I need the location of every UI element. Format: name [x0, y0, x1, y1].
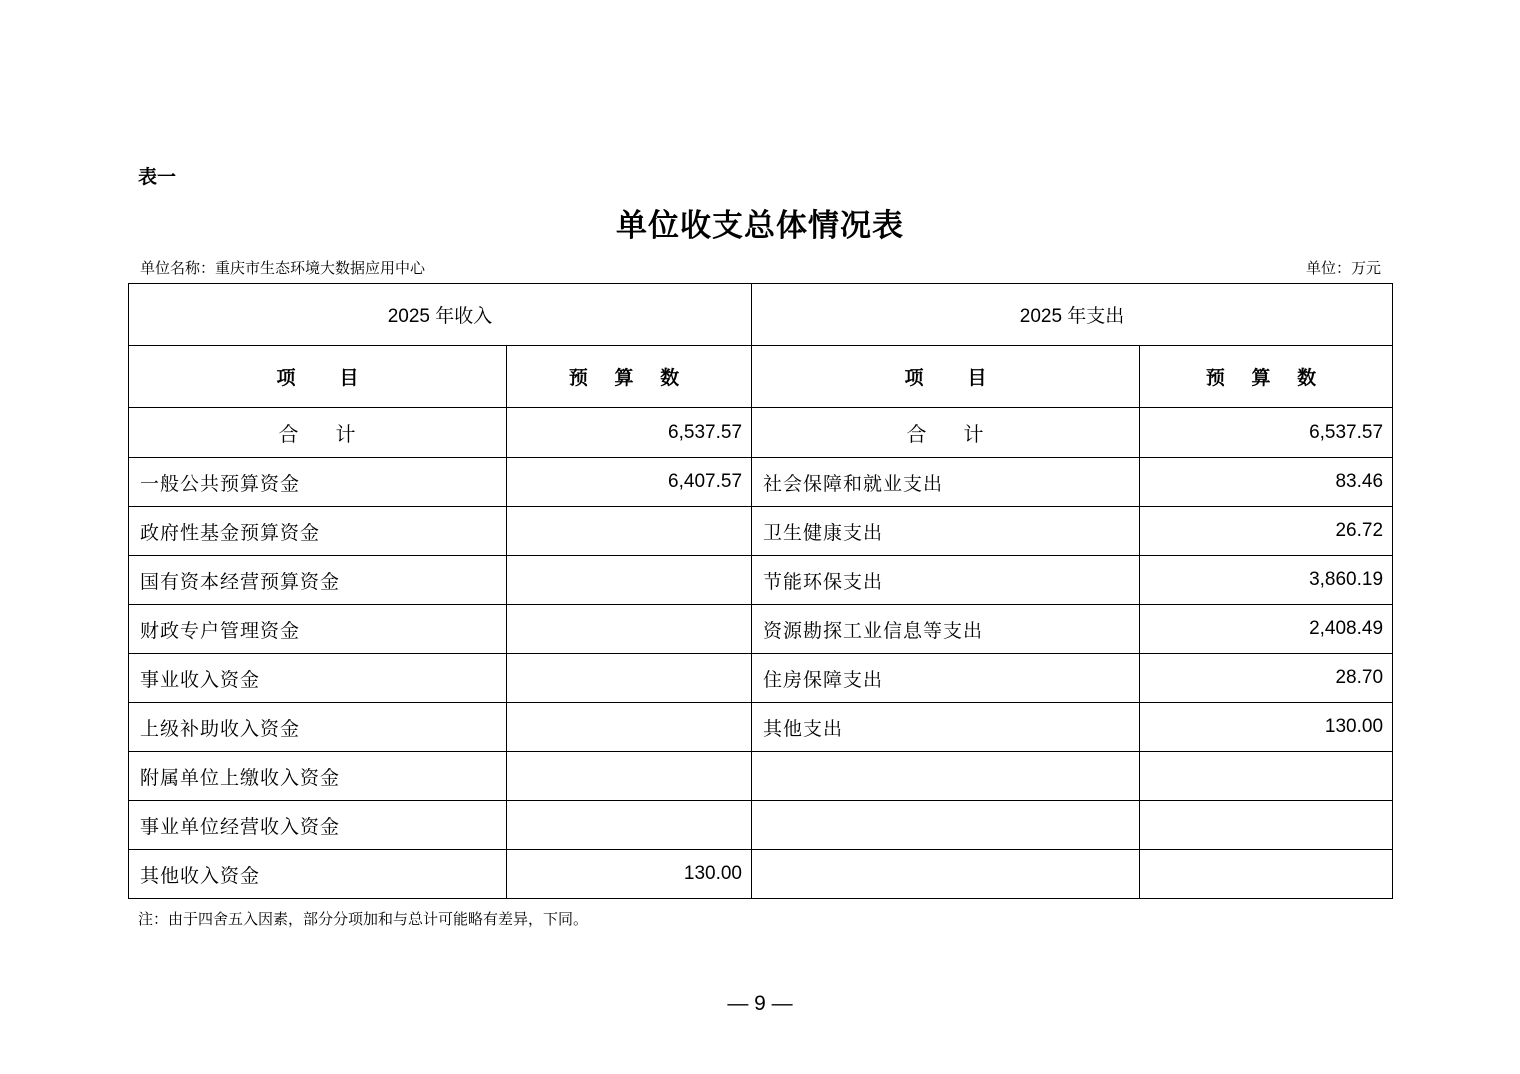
income-item-cell: 事业单位经营收入资金	[129, 801, 507, 850]
expense-value-cell: 2,408.49	[1140, 605, 1393, 654]
income-item-column-header	[129, 346, 507, 408]
table-row	[129, 556, 1393, 605]
item-header-right-char: 目	[967, 367, 987, 389]
income-value-cell: 6,407.57	[507, 458, 752, 507]
total-label-right-char: 计	[963, 422, 985, 446]
unit-measure: 单位：万元	[1305, 259, 1381, 277]
table-row	[129, 507, 1393, 556]
table-row	[129, 654, 1393, 703]
expense-header: 2025 年支出	[752, 284, 1393, 346]
table-row	[129, 850, 1393, 899]
expense-item-cell	[752, 850, 1140, 899]
expense-value-cell: 3,860.19	[1140, 556, 1393, 605]
expense-item-cell: 资源勘探工业信息等支出	[752, 605, 1140, 654]
income-value-cell	[507, 801, 752, 850]
expense-item-cell: 卫生健康支出	[752, 507, 1140, 556]
section-header-row	[129, 284, 1393, 346]
income-item-cell: 政府性基金预算资金	[129, 507, 507, 556]
income-item-cell: 一般公共预算资金	[129, 458, 507, 507]
total-label-left-char: 合	[906, 422, 928, 446]
table-row	[129, 605, 1393, 654]
income-item-cell: 事业收入资金	[129, 654, 507, 703]
table-row	[129, 703, 1393, 752]
item-header-left-char: 项	[904, 367, 924, 389]
expense-value-cell: 130.00	[1140, 703, 1393, 752]
expense-item-cell	[752, 752, 1140, 801]
income-value-cell	[507, 752, 752, 801]
expense-value-cell	[1140, 752, 1393, 801]
expense-item-cell	[752, 801, 1140, 850]
expense-value-cell: 28.70	[1140, 654, 1393, 703]
table-row	[129, 752, 1393, 801]
income-item-cell: 上级补助收入资金	[129, 703, 507, 752]
income-value-cell: 130.00	[507, 850, 752, 899]
expense-total-label	[752, 408, 1140, 458]
table-label: 表一	[138, 166, 177, 188]
income-value-cell	[507, 605, 752, 654]
expense-value-cell: 26.72	[1140, 507, 1393, 556]
table-row	[129, 801, 1393, 850]
total-label-right-char: 计	[335, 422, 357, 446]
expense-item-cell: 节能环保支出	[752, 556, 1140, 605]
income-header: 2025 年收入	[129, 284, 752, 346]
income-total-value: 6,537.57	[507, 408, 752, 458]
total-row	[129, 408, 1393, 458]
expense-item-cell: 住房保障支出	[752, 654, 1140, 703]
income-item-cell: 其他收入资金	[129, 850, 507, 899]
income-value-cell	[507, 556, 752, 605]
income-item-cell: 财政专户管理资金	[129, 605, 507, 654]
page-title: 单位收支总体情况表	[616, 208, 904, 244]
income-budget-column-header: 预 算 数	[507, 346, 752, 408]
expense-total-value: 6,537.57	[1140, 408, 1393, 458]
income-total-label	[129, 408, 507, 458]
column-header-row	[129, 346, 1393, 408]
page-number: — 9 —	[727, 992, 793, 1015]
income-value-cell	[507, 654, 752, 703]
expense-value-cell	[1140, 801, 1393, 850]
expense-item-cell: 其他支出	[752, 703, 1140, 752]
table-row	[129, 458, 1393, 507]
footnote: 注：由于四舍五入因素，部分分项加和与总计可能略有差异，下同。	[138, 910, 589, 928]
expense-budget-column-header: 预 算 数	[1140, 346, 1393, 408]
expense-item-column-header	[752, 346, 1140, 408]
income-value-cell	[507, 507, 752, 556]
income-item-cell: 国有资本经营预算资金	[129, 556, 507, 605]
expense-value-cell	[1140, 850, 1393, 899]
income-item-cell: 附属单位上缴收入资金	[129, 752, 507, 801]
expense-value-cell: 83.46	[1140, 458, 1393, 507]
expense-item-cell: 社会保障和就业支出	[752, 458, 1140, 507]
item-header-left-char: 项	[276, 367, 296, 389]
total-label-left-char: 合	[278, 422, 300, 446]
budget-table	[128, 283, 1393, 899]
unit-name: 单位名称：重庆市生态环境大数据应用中心	[140, 259, 426, 277]
item-header-right-char: 目	[339, 367, 359, 389]
income-value-cell	[507, 703, 752, 752]
